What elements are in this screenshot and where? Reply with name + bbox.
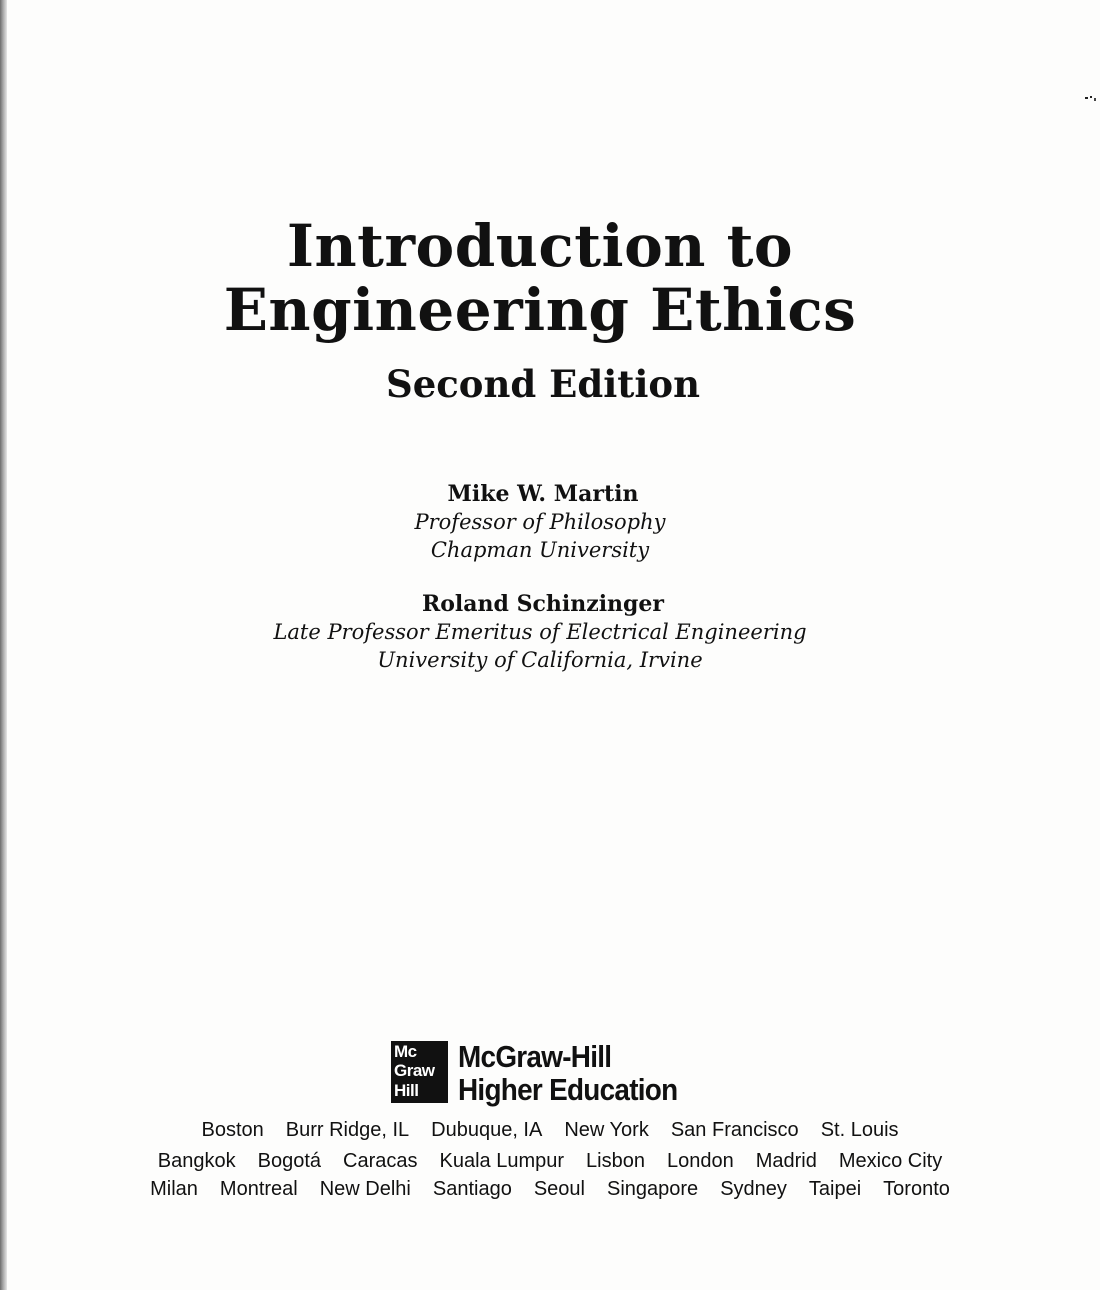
scan-speck <box>1085 94 1100 102</box>
city-name: Mexico City <box>838 1150 943 1172</box>
city-name: Montreal <box>219 1178 298 1200</box>
city-name: New Delhi <box>319 1178 411 1200</box>
book-title-line-1: Introduction to <box>286 212 794 280</box>
author-2-affiliation: University of California, Irvine <box>377 648 703 672</box>
city-name: Singapore <box>607 1178 699 1200</box>
publisher-division: Higher Education <box>458 1072 678 1107</box>
book-title-line-2: Engineering Ethics <box>223 276 857 344</box>
city-name: Milan <box>150 1178 198 1200</box>
city-name: St. Louis <box>820 1119 899 1141</box>
city-list-row-2 <box>110 1148 990 1174</box>
city-name: Madrid <box>755 1150 817 1172</box>
city-name: Lisbon <box>586 1150 645 1172</box>
logo-mark-mc: Mc <box>394 1042 417 1061</box>
city-name: Bangkok <box>157 1150 236 1172</box>
author-1-role: Professor of Philosophy <box>414 510 666 534</box>
city-name: Dubuque, IA <box>431 1119 543 1141</box>
city-name: Sydney <box>720 1178 787 1200</box>
city-name: Taipei <box>808 1178 862 1200</box>
publisher-name: McGraw-Hill <box>458 1039 612 1074</box>
edition-label: Second Edition <box>386 362 700 406</box>
logo-mark-graw: Graw <box>394 1061 435 1080</box>
city-name: London <box>666 1150 734 1172</box>
city-name: Burr Ridge, IL <box>285 1119 410 1141</box>
logo-mark-hill: Hill <box>394 1081 419 1100</box>
publisher-logo-icon <box>391 1041 448 1103</box>
city-list-row-1 <box>110 1117 990 1143</box>
city-name: Kuala Lumpur <box>439 1150 565 1172</box>
city-name: Toronto <box>883 1178 950 1200</box>
author-1-affiliation: Chapman University <box>430 538 650 562</box>
author-2-role: Late Professor Emeritus of Electrical Engineering <box>273 620 807 644</box>
city-name: San Francisco <box>670 1119 799 1141</box>
city-name: Bogotá <box>257 1150 322 1172</box>
city-name: Seoul <box>533 1178 585 1200</box>
city-name: Boston <box>201 1119 264 1141</box>
city-name: New York <box>564 1119 649 1141</box>
author-2-name: Roland Schinzinger <box>421 591 665 617</box>
author-1-name: Mike W. Martin <box>447 481 639 507</box>
city-list-row-3 <box>110 1176 990 1202</box>
city-name: Caracas <box>343 1150 418 1172</box>
scan-edge-shadow <box>0 0 7 1290</box>
city-name: Santiago <box>432 1178 512 1200</box>
